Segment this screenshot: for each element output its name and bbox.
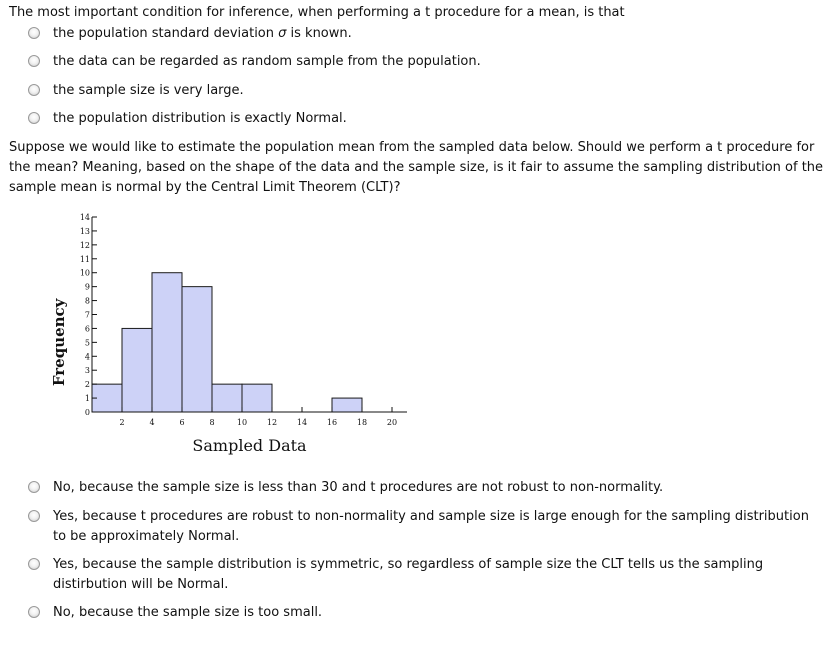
q1-option-label: the population standard deviation σ is known.: [53, 26, 352, 41]
x-tick-label: 18: [356, 418, 368, 427]
histogram-bar: [332, 398, 362, 412]
q2-option-label: No, because the sample size is too small.: [53, 605, 323, 620]
y-tick-label: 14: [79, 213, 90, 222]
histogram-chart: [40, 205, 420, 455]
radio-button[interactable]: [28, 112, 40, 124]
y-tick-label: 8: [84, 296, 90, 306]
x-tick-label: 4: [149, 418, 155, 427]
q2-option-label: No, because the sample size is less than 30 and t procedures are not robust to non-normality.: [53, 480, 664, 495]
y-axis-title: Frequency: [50, 298, 68, 387]
radio-button[interactable]: [28, 84, 40, 96]
radio-button[interactable]: [28, 558, 40, 570]
histogram-bar: [182, 287, 212, 412]
radio-button[interactable]: [28, 55, 40, 67]
y-tick-label: 11: [79, 254, 90, 264]
x-tick-label: 12: [266, 418, 278, 427]
radio-button[interactable]: [28, 606, 40, 618]
x-tick-label: 20: [386, 418, 398, 427]
q2-option-label: Yes, because t procedures are robust to non-normality and sample size is large enough for the sampling distribution to be approximately Normal.: [53, 509, 809, 544]
q1-option-label: the sample size is very large.: [53, 83, 244, 98]
y-tick-label: 1: [84, 394, 90, 404]
question-1-prompt: The most important condition for inference, when performing a t procedure for a mean, is that: [9, 5, 625, 20]
q2-option-label: Yes, because the sample distribution is symmetric, so regardless of sample size the CLT tells us the sampling distirbution will be Normal.: [53, 557, 764, 592]
y-tick-label: 9: [84, 282, 90, 292]
question-2-prompt: Suppose we would like to estimate the population mean from the sampled data below. Should we perform a t procedure for the mean? Meaning, based on the shape of the data and the sample size, is it fair to assume the sampling distribution of the sample mean is normal by the Central Limit Theorem (CLT)?: [9, 140, 824, 195]
x-tick-label: 16: [326, 418, 338, 427]
histogram-bar: [212, 384, 242, 412]
histogram-bar: [242, 384, 272, 412]
x-axis-title: Sampled Data: [192, 436, 307, 455]
y-tick-label: 0: [84, 408, 90, 417]
x-tick-label: 14: [296, 418, 308, 427]
y-tick-label: 12: [79, 240, 90, 250]
y-tick-label: 13: [79, 226, 90, 236]
y-tick-label: 10: [79, 268, 90, 278]
radio-button[interactable]: [28, 481, 40, 493]
histogram-bar: [122, 328, 152, 412]
radio-button[interactable]: [28, 27, 40, 39]
y-tick-label: 6: [84, 324, 90, 334]
y-tick-label: 5: [84, 338, 90, 348]
radio-button[interactable]: [28, 510, 40, 522]
x-tick-label: 6: [179, 418, 185, 427]
x-tick-label: 2: [119, 418, 125, 427]
x-tick-label: 10: [236, 418, 248, 427]
y-tick-label: 4: [84, 352, 90, 362]
q1-option-label: the data can be regarded as random sample from the population.: [53, 54, 481, 69]
y-tick-label: 7: [84, 310, 90, 320]
y-tick-label: 2: [84, 380, 90, 390]
histogram-bar: [152, 273, 182, 412]
x-tick-label: 8: [209, 418, 215, 427]
y-tick-label: 3: [84, 366, 90, 376]
q1-option-label: the population distribution is exactly Normal.: [53, 111, 347, 126]
